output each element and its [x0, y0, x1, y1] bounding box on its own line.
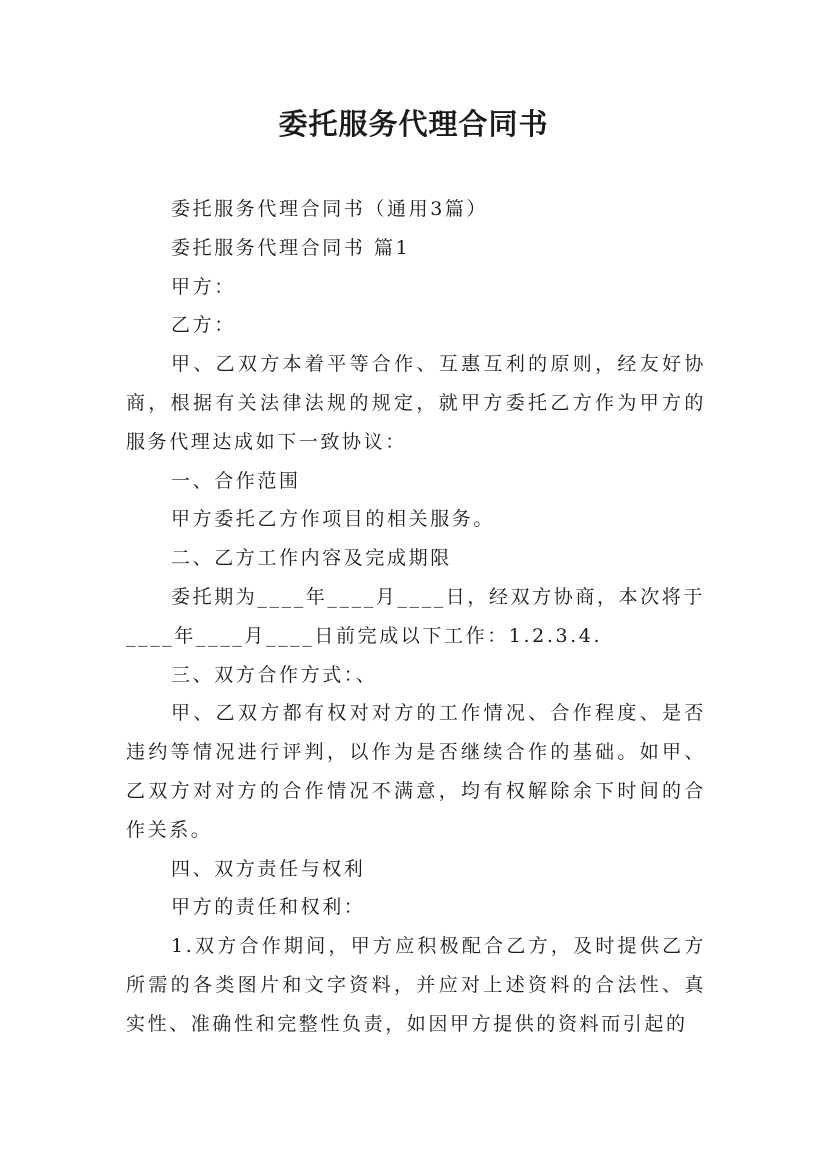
- paragraph-party-a-responsibilities: 甲方的责任和权利：: [171, 896, 366, 919]
- paragraph-heading-scope: 一、合作范围: [171, 469, 301, 492]
- paragraph-heading-work: 二、乙方工作内容及完成期限: [171, 547, 452, 570]
- paragraph-subtitle: 委托服务代理合同书（通用3篇）: [171, 198, 489, 220]
- document-title: 委托服务代理合同书: [278, 107, 549, 141]
- paragraph-term-continued: ____年____月____日前完成以下工作：1.2.3.4.: [126, 624, 603, 647]
- paragraph-section-heading: 委托服务代理合同书 篇1: [171, 236, 411, 259]
- paragraph-heading-cooperation: 三、双方合作方式：、: [171, 663, 378, 686]
- document-body: [126, 190, 706, 1044]
- paragraph-term: 委托期为____年____月____日，经双方协商，本次将于: [171, 585, 706, 608]
- paragraph-clause-1: 1.双方合作期间，甲方应积极配合乙方，及时提供乙方所需的各类图片和文字资料，并应对上述资料的合法性、真实性、准确性和完整性负责，如因甲方提供的资料而引起的: [126, 935, 706, 1035]
- paragraph-party-a: 甲方：: [171, 275, 236, 298]
- paragraph-party-b: 乙方：: [171, 314, 236, 337]
- paragraph-scope-text: 甲方委托乙方作项目的相关服务。: [171, 508, 496, 531]
- paragraph-cooperation-text: 甲、乙双方都有权对对方的工作情况、合作程度、是否违约等情况进行评判，以作为是否继续合作的基础。如甲、乙双方对对方的合作情况不满意，均有权解除余下时间的合作关系。: [126, 702, 706, 841]
- paragraph-heading-responsibilities: 四、双方责任与权利: [171, 857, 366, 880]
- paragraph-preamble: 甲、乙双方本着平等合作、互惠互利的原则，经友好协商，根据有关法律法规的规定，就甲方委托乙方作为甲方的服务代理达成如下一致协议：: [126, 353, 706, 453]
